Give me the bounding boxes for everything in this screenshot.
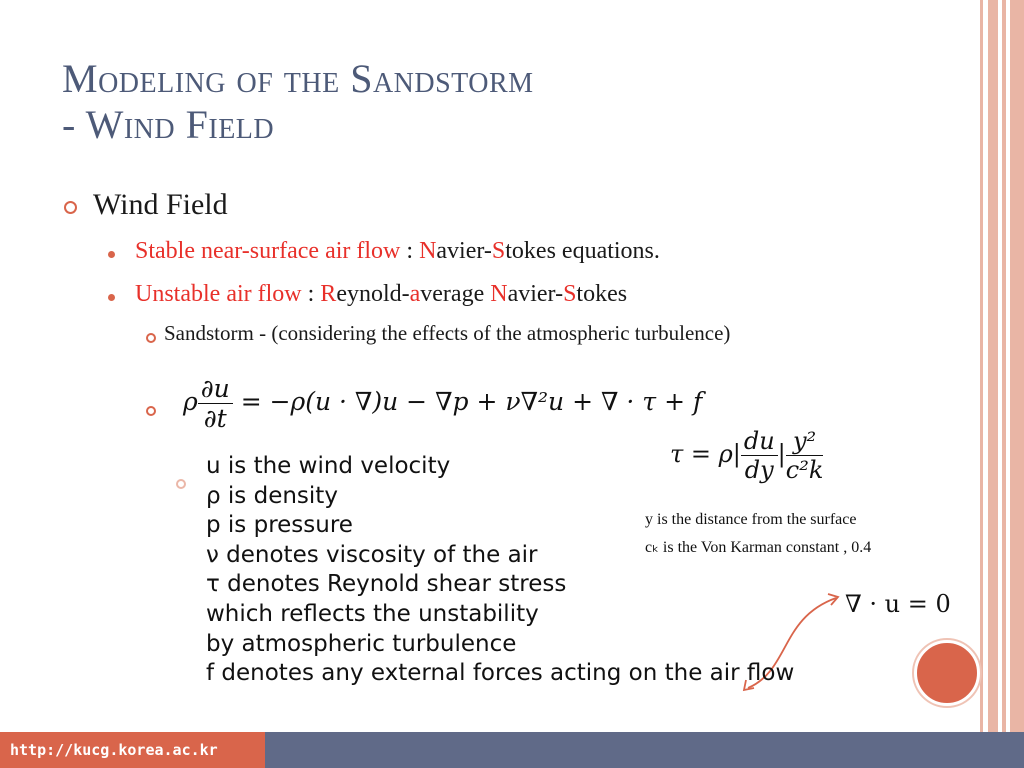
tau-den: dy <box>744 456 774 484</box>
continuity-equation: ∇ · u = 0 <box>845 590 951 618</box>
bullet-wind-field: Wind Field <box>93 188 228 221</box>
symbol-definitions <box>206 452 794 689</box>
slide-title <box>62 56 534 148</box>
dot-bullet-icon <box>108 251 115 258</box>
ring-bullet-icon <box>146 406 156 416</box>
text-avier: avier- <box>507 281 564 307</box>
text-tokes: tokes <box>576 281 628 307</box>
letter-n: N <box>490 281 508 307</box>
tau-num: du <box>741 427 778 456</box>
navier-stokes-equation: ρ $\frac{\partial u}{\partial t}$ = −ρ(u · ∇)u − ∇p + ν∇²u + ∇ · τ + f <box>183 374 703 433</box>
footer-bar <box>0 732 1024 768</box>
tau-lhs: τ = ρ| <box>670 440 741 468</box>
letter-s: S <box>563 281 577 307</box>
shear-stress-equation: τ = ρ| $\frac{du}{dy}$ | $\frac{\text{y²}}{\text{c²k}}$ <box>670 427 824 484</box>
definition-line: u is the wind velocity <box>206 453 451 479</box>
bullet-stable-flow <box>135 238 660 265</box>
definition-line: ρ is density <box>206 482 338 509</box>
definition-line: τ denotes Reynold shear stress <box>206 571 567 598</box>
stable-flow-label: Stable near-surface air flow <box>135 238 401 264</box>
slide-title-line1: Modeling of the Sandstorm <box>62 56 534 101</box>
footer-url-link[interactable]: http://kucg.korea.ac.kr <box>0 732 265 768</box>
decorative-circle <box>914 640 980 706</box>
tau-num2: y² <box>786 427 824 456</box>
dot-bullet-icon <box>108 294 115 301</box>
eq-rhs: = −ρ(u · ∇)u − ∇p + ν∇²u + ∇ · τ + f <box>240 387 703 416</box>
text-avier: avier- <box>436 238 492 264</box>
letter-r: R <box>320 281 337 307</box>
text-eynold: eynold- <box>336 281 410 307</box>
text-tokes-equations: tokes equations. <box>505 238 660 264</box>
unstable-flow-label: Unstable air flow <box>135 281 302 307</box>
tau-den2: c²k <box>785 456 824 484</box>
slide-title-line2: - Wind Field <box>62 102 275 147</box>
definition-line: ν denotes viscosity of the air <box>206 541 538 568</box>
ck-definition: cₖ is the Von Karman constant , 0.4 <box>645 539 872 556</box>
eq-numerator: ∂u <box>198 374 233 404</box>
definition-line: p is pressure <box>206 512 353 539</box>
text-verage: verage <box>420 281 491 307</box>
letter-n: N <box>419 238 437 264</box>
ring-bullet-icon <box>146 333 156 343</box>
ring-bullet-icon <box>176 479 186 489</box>
letter-s: S <box>491 238 506 264</box>
letter-a: a <box>409 281 421 307</box>
colon: : <box>400 238 420 264</box>
bullet-sandstorm: Sandstorm - (considering the effects of the atmospheric turbulence) <box>164 321 731 345</box>
definition-line: f denotes any external forces acting on the air flow <box>206 660 795 687</box>
eq-denominator: ∂t <box>203 404 227 433</box>
right-edge-stripes <box>980 0 1024 732</box>
y-definition: y is the distance from the surface <box>645 511 857 528</box>
bullet-unstable-flow <box>135 281 627 308</box>
colon: : <box>301 281 321 307</box>
definition-line: which reflects the unstability <box>206 600 539 627</box>
ring-bullet-icon <box>64 201 77 214</box>
definition-line: by atmospheric turbulence <box>206 630 517 657</box>
